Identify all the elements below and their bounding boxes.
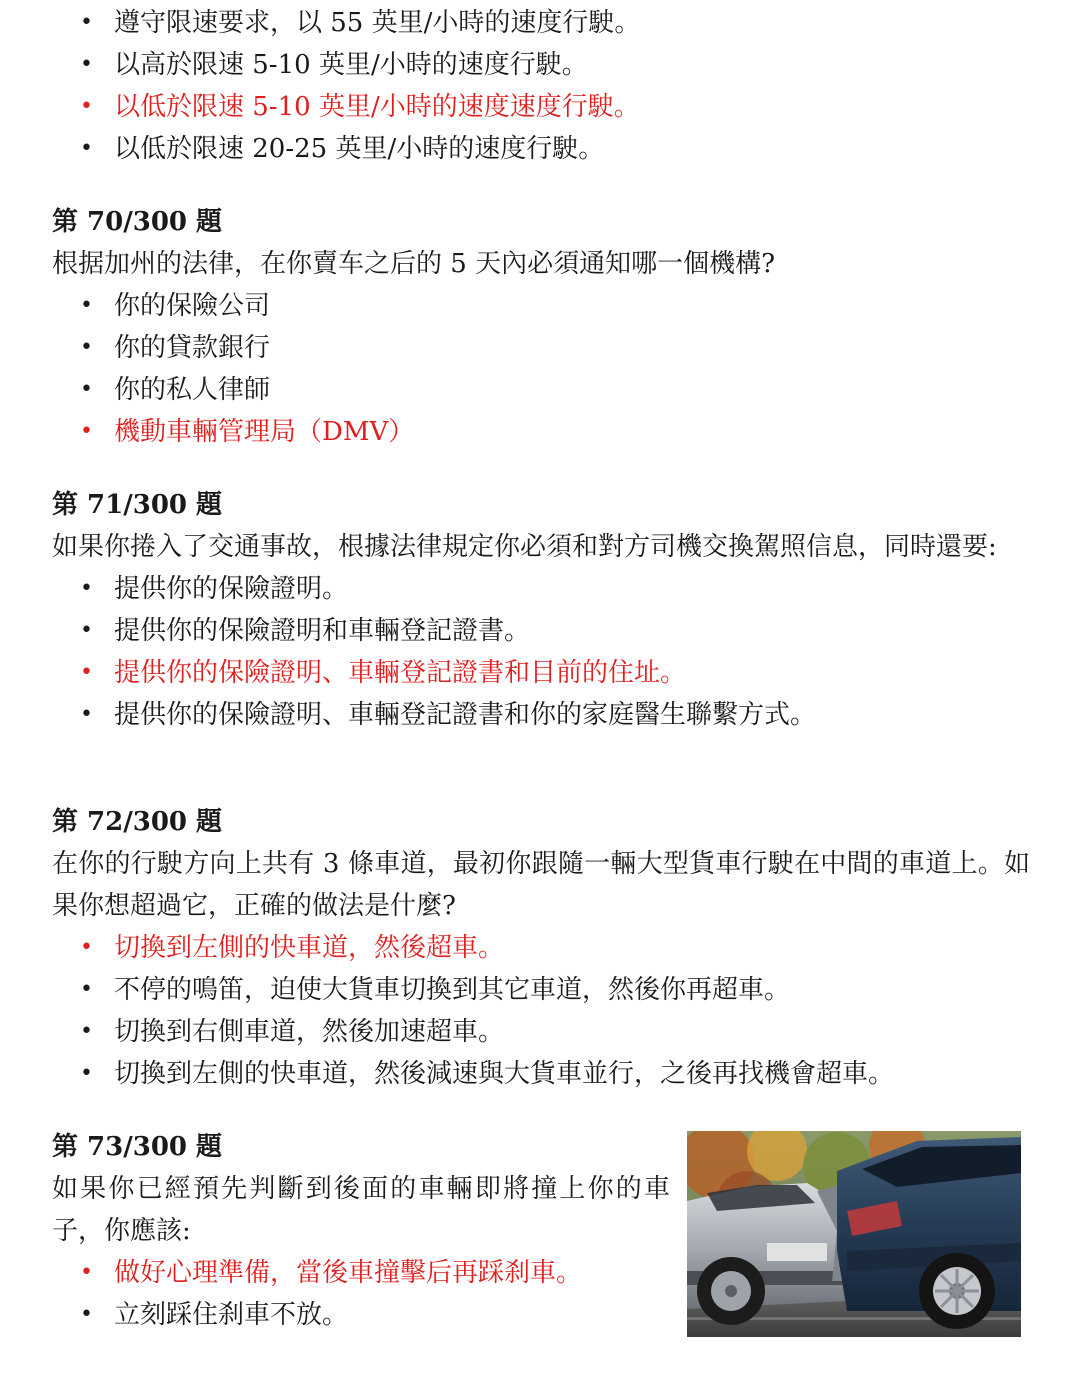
option-item[interactable]: • 不停的鳴笛，迫使大貨車切換到其它車道，然後你再超車。: [0, 969, 1080, 1011]
option-item[interactable]: • 切換到右側車道，然後加速超車。: [0, 1011, 1080, 1053]
option-item[interactable]: • 提供你的保險證明、車輛登記證書和目前的住址。: [0, 652, 1080, 694]
question-70-block: [0, 201, 1080, 453]
question-text: 在你的行駛方向上共有 3 條車道，最初你跟隨一輛大型貨車行駛在中間的車道上。如果你想超過它，正確的做法是什麼?: [52, 849, 1030, 921]
question-71-block: [0, 484, 1080, 736]
option-item[interactable]: • 提供你的保險證明。: [0, 568, 1080, 610]
option-item[interactable]: • 你的保險公司: [0, 285, 1080, 327]
option-item[interactable]: • 機動車輛管理局（DMV）: [0, 411, 1080, 453]
option-item[interactable]: • 以低於限速 5-10 英里/小時的速度速度行駛。: [0, 86, 1080, 128]
question-heading: 第 70/300 題: [52, 207, 223, 237]
option-item[interactable]: • 提供你的保險證明和車輛登記證書。: [0, 610, 1080, 652]
option-item[interactable]: • 立刻踩住刹車不放。: [0, 1294, 1080, 1336]
option-item[interactable]: • 切換到左側的快車道，然後超車。: [0, 927, 1080, 969]
question-text: 如果你捲入了交通事故，根據法律規定你必須和對方司機交換駕照信息，同時還要:: [52, 532, 997, 562]
option-item[interactable]: • 遵守限速要求，以 55 英里/小時的速度行駛。: [0, 2, 1080, 44]
question-71-options: [0, 568, 1080, 736]
question-text: 根据加州的法律，在你賣车之后的 5 天內必須通知哪一個機構?: [52, 249, 776, 279]
option-item[interactable]: • 以低於限速 20-25 英里/小時的速度行駛。: [0, 128, 1080, 170]
option-item[interactable]: • 你的貸款銀行: [0, 327, 1080, 369]
question-text: 如果你已經預先判斷到後面的車輛即將撞上你的車子，你應該:: [52, 1174, 670, 1246]
question-72-block: [0, 801, 1080, 1095]
question-heading: 第 72/300 題: [52, 807, 223, 837]
question-72-options: [0, 927, 1080, 1095]
question-70-options: [0, 285, 1080, 453]
question-heading: 第 71/300 題: [52, 490, 223, 520]
option-item[interactable]: • 做好心理準備，當後車撞擊后再踩刹車。: [0, 1252, 1080, 1294]
option-item[interactable]: • 提供你的保險證明、車輛登記證書和你的家庭醫生聯繫方式。: [0, 694, 1080, 736]
question-heading: 第 73/300 題: [52, 1132, 223, 1162]
question-69-block: [0, 2, 1080, 170]
question-69-options: [0, 2, 1080, 170]
car-accident-photo: [687, 1131, 1021, 1337]
option-item[interactable]: • 以高於限速 5-10 英里/小時的速度行駛。: [0, 44, 1080, 86]
option-item[interactable]: • 你的私人律師: [0, 369, 1080, 411]
option-item[interactable]: • 切換到左側的快車道，然後減速與大貨車並行，之後再找機會超車。: [0, 1053, 1080, 1095]
